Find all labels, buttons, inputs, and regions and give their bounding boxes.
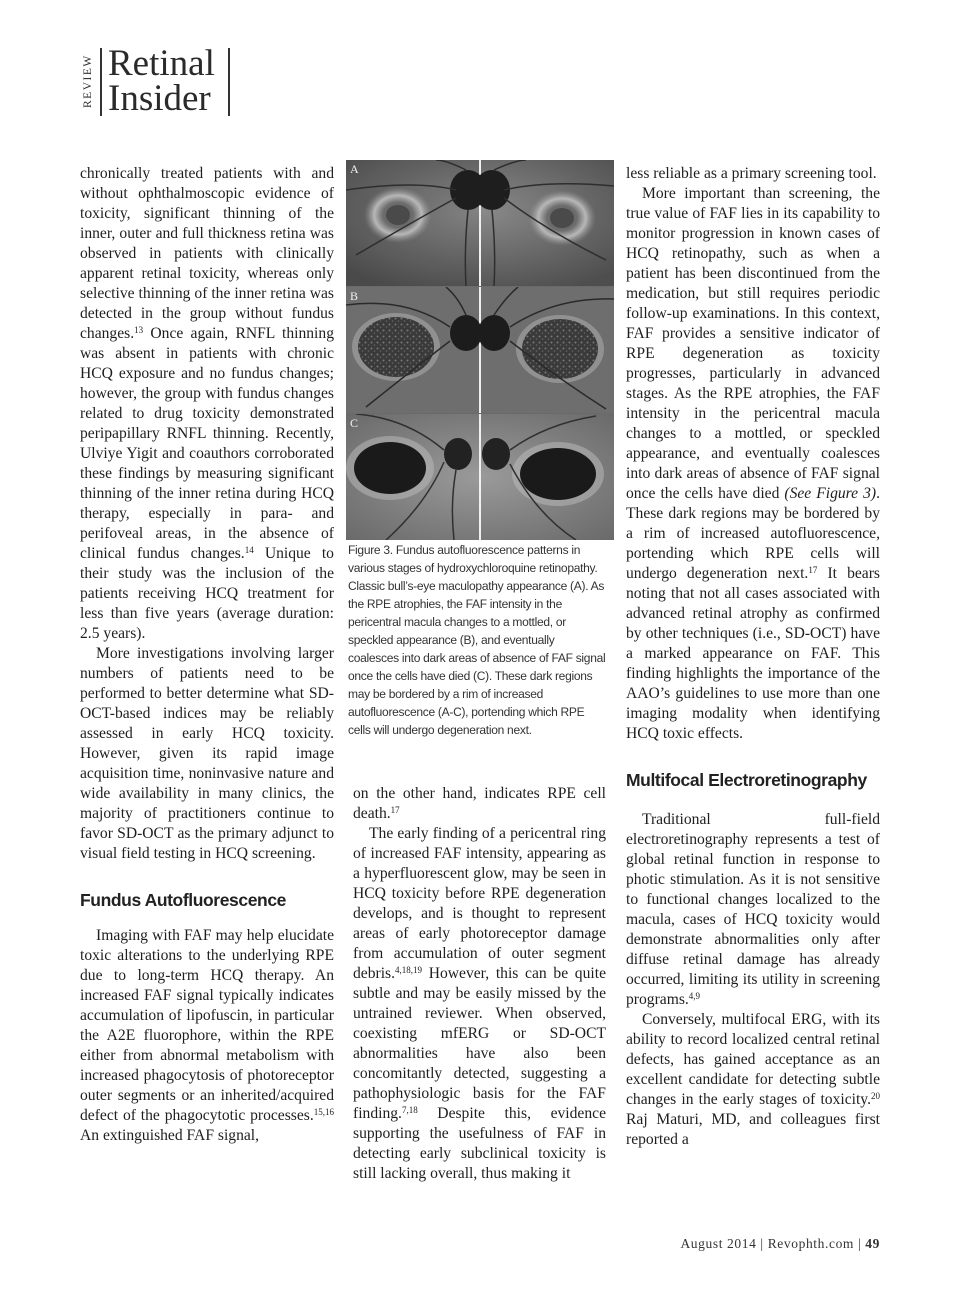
paragraph: More investigations involving larger numbers of patients need to be performed to better determine what SD-OCT-based indices may be reliably assessed in early HCQ toxicity. However, given its rapid image acquisition time, noninvasive nature and wide availability in many clinics, the majority of practitioners continue to favor SD-OCT as the primary adjunct to visual field testing in HCQ screening.: [80, 645, 334, 862]
masthead-divider: [228, 48, 230, 116]
fundus-panel-b: [346, 287, 614, 413]
paragraph: The early finding of a pericentral ring of increased FAF intensity, appearing as a hyperfluorescent glow, may be seen in HCQ toxicity before RPE degeneration develops, and is thought to represent areas of early photoreceptor damage from accumulation of outer segment debris.$^{4,18,19}$ However, this can be quite subtle and may be easily missed by the untrained reviewer. When observed, coexisting mfERG or SD-OCT abnormalities have also been concomitantly detected, suggesting a pathophysiologic basis for the FAF finding.$^{7,18}$ Despite this, evidence supporting the usefulness of FAF in detecting early subclinical toxicity is still lacking overall, thus making it: [353, 825, 606, 1182]
article-column-1: [80, 164, 334, 1146]
section-tag: REVIEW: [82, 54, 94, 108]
footer-separator: |: [760, 1236, 768, 1251]
paragraph: Conversely, multifocal ERG, with its ability to record localized central retinal defects, has gained acceptance as an excellent candidate for detecting subtle changes in the early stages of toxicity.$^{20}$ Raj Maturi, MD, and colleagues first reported a: [626, 1011, 880, 1148]
caption-label: Figure 3.: [348, 543, 393, 557]
panel-label: B: [350, 289, 359, 303]
fundus-panel-c: [346, 414, 614, 540]
page-number: 49: [865, 1236, 880, 1251]
section-heading: Multifocal Electroretinography: [626, 770, 867, 790]
website: Revophth.com: [767, 1236, 855, 1251]
title-line-1: Retinal: [108, 43, 215, 84]
issue-date: August 2014: [680, 1236, 757, 1251]
publication-title: [108, 43, 215, 119]
section-heading: Fundus Autofluorescence: [80, 890, 287, 910]
footer-separator: |: [858, 1236, 866, 1251]
paragraph: Traditional full-field electroretinography represents a test of global retinal function in response to photic stimulation. As it is not sensitive to functional changes localized to the macula, cases of HCQ toxicity would demonstrate abnormalities only after diffuse retinal damage has already occurred, limiting its utility in screening programs.$^{4,9}$: [626, 811, 880, 1008]
paragraph: on the other hand, indicates RPE cell death.$^{17}$: [353, 785, 606, 822]
panel-label: C: [350, 416, 359, 430]
figure-caption: Figure 3. Fundus autofluorescence patterns in various stages of hydroxychloroquine retinopathy. Classic bull’s-eye maculopathy appearance (A). As the RPE atrophies, the FAF intensity in the pericentral macula changes to a mottled, or speckled appearance (B), and eventually coalesces into dark areas of absence of FAF signal once the cells have died (C). These dark regions may be bordered by a rim of increased autofluorescence (A-C), portending which RPE cells will undergo degeneration next.: [348, 543, 606, 737]
title-line-2: Insider: [108, 78, 211, 119]
paragraph: More important than screening, the true value of FAF lies in its capability to monitor progression in known cases of HCQ retinopathy, such as when a patient has been discontinued from the medication, but still requires periodic follow-up examinations. In this context, FAF provides a sensitive indicator of RPE degeneration as toxicity progresses, particularly in advanced stages. As the RPE atrophies, the FAF intensity in the pericentral macula changes to a mottled, or speckled appearance, and eventually coalesces into dark areas of absence of FAF signal once the cells have died (See Figure 3). These dark regions may be bordered by a rim of increased autofluorescence, portending which RPE cells will undergo degeneration next.$^{17}$ It bears noting that not all cases associated with advanced retinal atrophy as confirmed by other techniques (i.e., SD-OCT) have a marked appearance on FAF. This finding highlights the importance of the AAO’s guidelines to use more than one imaging modality when identifying HCQ toxic effects.: [626, 185, 880, 742]
paragraph: chronically treated patients with and without ophthalmoscopic evidence of toxicity, significant thinning of the inner, outer and full thickness retina was observed in patients with clinically apparent retinal toxicity, whereas only selective thinning of the inner retina was detected in the group without fundus changes.$^{13}$ Once again, RNFL thinning was absent in patients with chronic HCQ exposure and no fundus changes; however, the group with fundus changes related to drug toxicity demonstrated peripapillary RNFL thinning. Recently, Ulviye Yigit and coauthors corroborated these findings by measuring significant thinning of the inner retina during HCQ therapy, especially in para- and perifoveal areas, in the absence of clinical fundus changes.$^{14}$ Unique to their study was the inclusion of the patients receiving HCQ treatment for less than five years (average duration: 2.5 years).: [80, 165, 334, 642]
page-footer: [680, 1236, 880, 1252]
figure-3: [346, 160, 614, 540]
fundus-panel-a: [346, 160, 614, 286]
panel-label: A: [350, 162, 359, 176]
figure-reference: (See Figure 3): [784, 485, 877, 502]
article-column-3: [626, 164, 880, 1150]
paragraph: less reliable as a primary screening tool.: [626, 165, 877, 182]
paragraph: Imaging with FAF may help elucidate toxic alterations to the underlying RPE due to long-term HCQ therapy. An increased FAF signal typically indicates accumulation of lipofuscin, in particular the A2E fluorophore, within the RPE either from abnormal metabolism with increased phagocytosis of photoreceptor outer segments or an inherited/acquired defect of the phagocytotic processes.$^{15,16}$ An extinguished FAF signal,: [80, 927, 334, 1144]
masthead-divider: [100, 48, 102, 116]
article-column-2: [353, 784, 606, 1184]
